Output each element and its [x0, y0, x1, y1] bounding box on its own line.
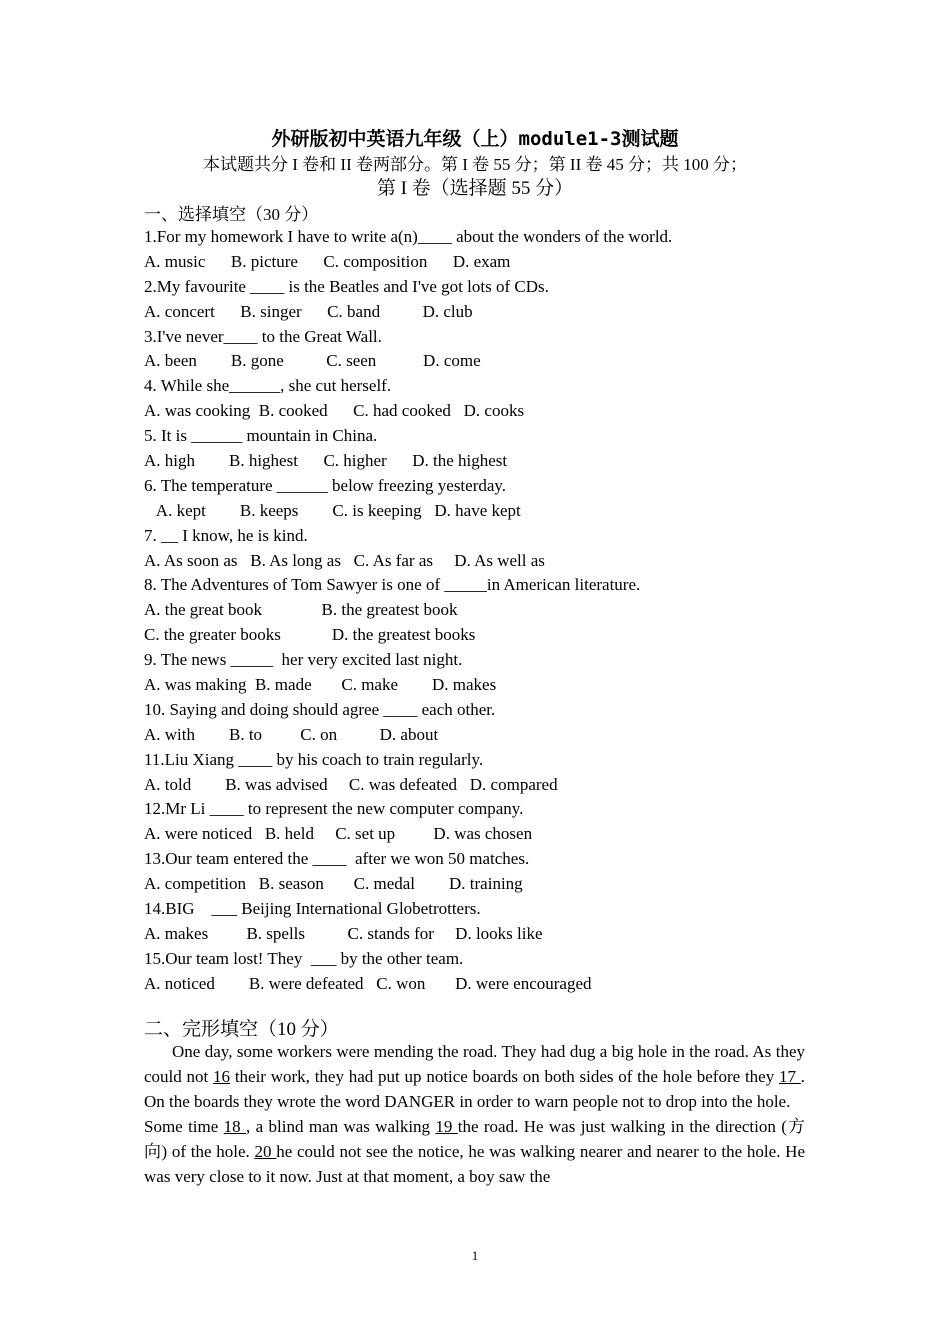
passage-text: Some time: [144, 1116, 224, 1136]
passage-text: One day, some workers were mending the road. They had dug a big hole in the road. As they could not: [144, 1042, 805, 1086]
passage-text: he could not see the notice, he was walking nearer and nearer to the hole. He was very close to it now. Just at that moment, a boy saw the: [144, 1141, 805, 1186]
options-line: A. makes B. spells C. stands for D. looks like: [144, 923, 543, 943]
options-line: A. were noticed B. held C. set up D. was chosen: [144, 824, 533, 844]
multiple-choice-questions: [144, 225, 672, 997]
options-line: A. music B. picture C. composition D. exam: [144, 251, 511, 271]
document-title: 外研版初中英语九年级（上）module1-3测试题: [271, 128, 679, 150]
question-line: 7. __ I know, he is kind.: [144, 525, 308, 545]
passage-paragraph: [144, 1115, 805, 1190]
passage-paragraph: [144, 1040, 805, 1115]
question-line: 14.BIG ___ Beijing International Globetrotters.: [144, 899, 481, 919]
passage-text: , a blind man was walking: [246, 1116, 436, 1136]
options-line: A. was making B. made C. make D. makes: [144, 675, 497, 695]
options-line: A. been B. gone C. seen D. come: [144, 351, 481, 371]
options-line: A. concert B. singer C. band D. club: [144, 301, 473, 321]
question-line: 1.For my homework I have to write a(n)____ about the wonders of the world.: [144, 227, 673, 246]
options-line: A. competition B. season C. medal D. training: [144, 874, 523, 894]
options-line: A. As soon as B. As long as C. As far as D. As well as: [144, 550, 545, 570]
section-heading-cloze: 二、完形填空（10 分）: [144, 1019, 339, 1040]
score-description: 本试题共分 I 卷和 II 卷两部分。第 I 卷 55 分；第 II 卷 45 分；共 100 分；: [203, 155, 747, 174]
passage-text: . On the boards they wrote the word DANGER in order to warn people not to drop into the hole.: [144, 1066, 806, 1111]
passage-text: the road. He was just walking in the direction (方向) of the hole.: [144, 1116, 805, 1161]
question-line: 13.Our team entered the ____ after we won 50 matches.: [144, 849, 530, 869]
blank-20: 20: [254, 1141, 277, 1161]
question-line: 10. Saying and doing should agree ____ each other.: [144, 699, 496, 719]
blank-17: 17: [778, 1066, 801, 1086]
question-line: 12.Mr Li ____ to represent the new computer company.: [144, 799, 524, 819]
options-line: C. the greater books D. the greatest books: [144, 625, 476, 645]
question-line: 6. The temperature ______ below freezing yesterday.: [144, 475, 507, 495]
part-one-title: 第 I 卷（选择题 55 分）: [376, 178, 574, 199]
options-line: A. told B. was advised C. was defeated D. compared: [144, 774, 558, 794]
cloze-passage: [144, 1040, 805, 1189]
blank-19: 19: [435, 1116, 458, 1136]
options-line: A. kept B. keeps C. is keeping D. have kept: [144, 500, 521, 520]
question-line: 2.My favourite ____ is the Beatles and I've got lots of CDs.: [144, 276, 549, 296]
options-line: A. the great book B. the greatest book: [144, 600, 458, 620]
question-line: 3.I've never____ to the Great Wall.: [144, 326, 382, 346]
blank-18: 18: [223, 1116, 247, 1136]
options-line: A. was cooking B. cooked C. had cooked D. cooks: [144, 401, 525, 421]
question-line: 11.Liu Xiang ____ by his coach to train regularly.: [144, 749, 484, 769]
page-number: 1: [471, 1248, 479, 1263]
passage-text: their work, they had put up notice boards on both sides of the hole before they: [230, 1066, 779, 1086]
question-line: 9. The news _____ her very excited last night.: [144, 650, 463, 670]
question-line: 15.Our team lost! They ___ by the other team.: [144, 948, 464, 968]
options-line: A. noticed B. were defeated C. won D. were encouraged: [144, 973, 592, 993]
section-heading-multiple-choice: 一、选择填空（30 分）: [144, 205, 319, 224]
question-line: 5. It is ______ mountain in China.: [144, 426, 378, 446]
question-line: 4. While she______, she cut herself.: [144, 376, 392, 396]
blank-16: 16: [213, 1066, 231, 1086]
question-line: 8. The Adventures of Tom Sawyer is one of _____in American literature.: [144, 575, 641, 595]
options-line: A. high B. highest C. higher D. the highest: [144, 451, 508, 471]
options-line: A. with B. to C. on D. about: [144, 724, 439, 744]
